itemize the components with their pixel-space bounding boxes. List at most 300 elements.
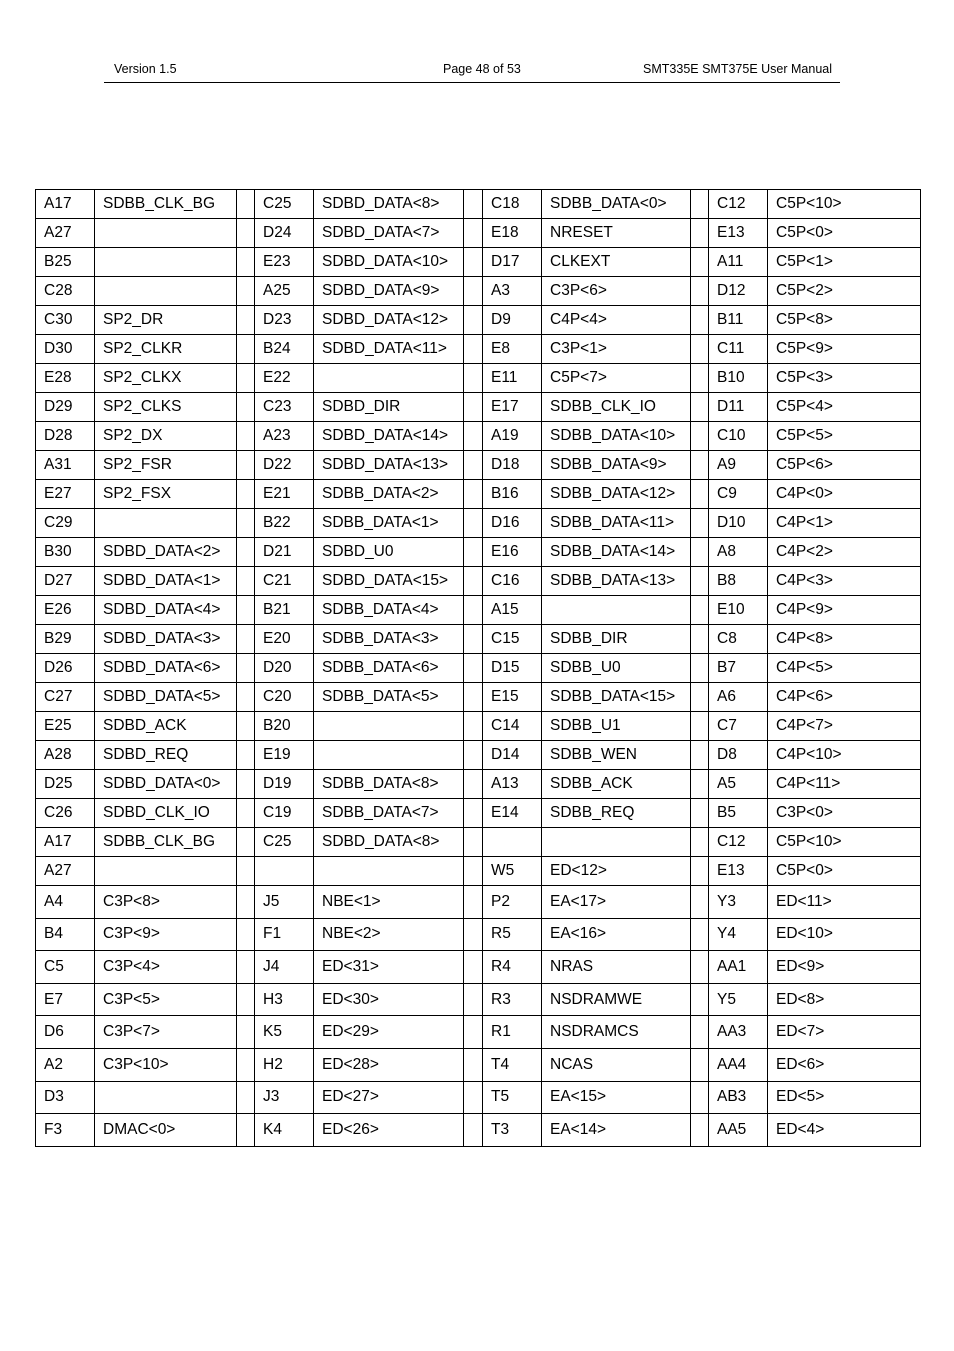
signal-cell bbox=[95, 857, 237, 886]
pin-cell: A15 bbox=[483, 596, 542, 625]
spacer-cell bbox=[691, 683, 709, 712]
pin-cell: C12 bbox=[709, 190, 768, 219]
pin-cell: AA5 bbox=[709, 1114, 768, 1147]
spacer-cell bbox=[691, 1016, 709, 1049]
spacer-cell bbox=[464, 741, 483, 770]
signal-cell: NBE<2> bbox=[314, 918, 464, 951]
pin-cell: B21 bbox=[255, 596, 314, 625]
signal-cell: C3P<6> bbox=[542, 277, 691, 306]
signal-cell: SDBD_REQ bbox=[95, 741, 237, 770]
signal-cell: SDBB_DATA<5> bbox=[314, 683, 464, 712]
signal-cell: C3P<8> bbox=[95, 886, 237, 919]
pin-cell: A23 bbox=[255, 422, 314, 451]
pin-cell: A3 bbox=[483, 277, 542, 306]
signal-cell: ED<4> bbox=[768, 1114, 921, 1147]
pin-cell: A27 bbox=[36, 857, 95, 886]
table-row bbox=[36, 509, 921, 538]
spacer-cell bbox=[237, 538, 255, 567]
table-row bbox=[36, 1081, 921, 1114]
pin-cell: F3 bbox=[36, 1114, 95, 1147]
spacer-cell bbox=[464, 683, 483, 712]
pin-cell: B5 bbox=[709, 799, 768, 828]
spacer-cell bbox=[691, 1114, 709, 1147]
spacer-cell bbox=[464, 538, 483, 567]
pin-cell: A9 bbox=[709, 451, 768, 480]
signal-cell: SDBB_REQ bbox=[542, 799, 691, 828]
pin-cell: A2 bbox=[36, 1048, 95, 1081]
signal-cell: SDBB_DATA<7> bbox=[314, 799, 464, 828]
pin-cell: C30 bbox=[36, 306, 95, 335]
pin-cell: E19 bbox=[255, 741, 314, 770]
table-row bbox=[36, 983, 921, 1016]
table-row bbox=[36, 306, 921, 335]
pin-cell: B29 bbox=[36, 625, 95, 654]
signal-cell: ED<29> bbox=[314, 1016, 464, 1049]
pin-cell: D23 bbox=[255, 306, 314, 335]
signal-cell: C5P<0> bbox=[768, 219, 921, 248]
table-row bbox=[36, 654, 921, 683]
signal-cell: ED<11> bbox=[768, 886, 921, 919]
signal-cell: C3P<9> bbox=[95, 918, 237, 951]
pin-cell: A11 bbox=[709, 248, 768, 277]
signal-cell: ED<28> bbox=[314, 1048, 464, 1081]
signal-cell: CLKEXT bbox=[542, 248, 691, 277]
signal-cell: NSDRAMCS bbox=[542, 1016, 691, 1049]
spacer-cell bbox=[691, 654, 709, 683]
pin-cell: C19 bbox=[255, 799, 314, 828]
table-row bbox=[36, 886, 921, 919]
pin-cell: H2 bbox=[255, 1048, 314, 1081]
spacer-cell bbox=[691, 509, 709, 538]
pin-cell: A28 bbox=[36, 741, 95, 770]
spacer-cell bbox=[464, 364, 483, 393]
spacer-cell bbox=[464, 770, 483, 799]
signal-cell: SDBB_U1 bbox=[542, 712, 691, 741]
pin-cell: E7 bbox=[36, 983, 95, 1016]
spacer-cell bbox=[237, 1016, 255, 1049]
pin-cell: A31 bbox=[36, 451, 95, 480]
signal-cell: SDBD_U0 bbox=[314, 538, 464, 567]
pin-cell: C7 bbox=[709, 712, 768, 741]
spacer-cell bbox=[237, 306, 255, 335]
spacer-cell bbox=[464, 654, 483, 683]
spacer-cell bbox=[464, 451, 483, 480]
signal-cell: SDBD_DATA<4> bbox=[95, 596, 237, 625]
signal-cell bbox=[542, 828, 691, 857]
signal-cell: C3P<1> bbox=[542, 335, 691, 364]
signal-cell: C5P<2> bbox=[768, 277, 921, 306]
pin-cell: C5 bbox=[36, 951, 95, 984]
pin-cell: D19 bbox=[255, 770, 314, 799]
pin-cell: B22 bbox=[255, 509, 314, 538]
pin-cell: AA4 bbox=[709, 1048, 768, 1081]
spacer-cell bbox=[237, 567, 255, 596]
pin-cell: D24 bbox=[255, 219, 314, 248]
pin-cell: C28 bbox=[36, 277, 95, 306]
signal-cell: C4P<5> bbox=[768, 654, 921, 683]
pin-table-body bbox=[36, 190, 921, 1147]
spacer-cell bbox=[691, 480, 709, 509]
spacer-cell bbox=[237, 1114, 255, 1147]
spacer-cell bbox=[237, 770, 255, 799]
pin-cell: E10 bbox=[709, 596, 768, 625]
spacer-cell bbox=[464, 1081, 483, 1114]
signal-cell: C4P<1> bbox=[768, 509, 921, 538]
signal-cell: C4P<2> bbox=[768, 538, 921, 567]
pin-cell: C18 bbox=[483, 190, 542, 219]
spacer-cell bbox=[464, 951, 483, 984]
table-row bbox=[36, 567, 921, 596]
spacer-cell bbox=[464, 918, 483, 951]
signal-cell bbox=[314, 741, 464, 770]
signal-cell: C5P<6> bbox=[768, 451, 921, 480]
signal-cell: NRESET bbox=[542, 219, 691, 248]
signal-cell: SDBB_ACK bbox=[542, 770, 691, 799]
spacer-cell bbox=[691, 306, 709, 335]
pin-cell: D12 bbox=[709, 277, 768, 306]
signal-cell: EA<15> bbox=[542, 1081, 691, 1114]
pin-cell: Y3 bbox=[709, 886, 768, 919]
spacer-cell bbox=[691, 918, 709, 951]
spacer-cell bbox=[464, 828, 483, 857]
spacer-cell bbox=[691, 625, 709, 654]
spacer-cell bbox=[691, 538, 709, 567]
spacer-cell bbox=[691, 248, 709, 277]
signal-cell: SDBB_CLK_BG bbox=[95, 190, 237, 219]
signal-cell: C5P<8> bbox=[768, 306, 921, 335]
pin-cell: E20 bbox=[255, 625, 314, 654]
signal-cell: SDBD_DATA<2> bbox=[95, 538, 237, 567]
pin-cell: C14 bbox=[483, 712, 542, 741]
pin-cell: C15 bbox=[483, 625, 542, 654]
pin-cell: C21 bbox=[255, 567, 314, 596]
table-row bbox=[36, 451, 921, 480]
version-label: Version 1.5 bbox=[114, 62, 177, 76]
pin-cell: D22 bbox=[255, 451, 314, 480]
table-row bbox=[36, 393, 921, 422]
pin-cell: T4 bbox=[483, 1048, 542, 1081]
signal-cell bbox=[314, 857, 464, 886]
spacer-cell bbox=[464, 625, 483, 654]
pin-cell: E22 bbox=[255, 364, 314, 393]
spacer-cell bbox=[237, 983, 255, 1016]
spacer-cell bbox=[464, 422, 483, 451]
pin-cell: E8 bbox=[483, 335, 542, 364]
pin-cell: D8 bbox=[709, 741, 768, 770]
spacer-cell bbox=[691, 770, 709, 799]
signal-cell: C3P<4> bbox=[95, 951, 237, 984]
table-row bbox=[36, 918, 921, 951]
spacer-cell bbox=[237, 422, 255, 451]
table-row bbox=[36, 683, 921, 712]
signal-cell: SDBD_DATA<11> bbox=[314, 335, 464, 364]
spacer-cell bbox=[691, 741, 709, 770]
signal-cell: ED<6> bbox=[768, 1048, 921, 1081]
page-number: Page 48 of 53 bbox=[443, 62, 521, 76]
table-row bbox=[36, 625, 921, 654]
pin-cell: H3 bbox=[255, 983, 314, 1016]
signal-cell: NCAS bbox=[542, 1048, 691, 1081]
signal-cell: C5P<5> bbox=[768, 422, 921, 451]
signal-cell: SP2_DR bbox=[95, 306, 237, 335]
pin-cell: A27 bbox=[36, 219, 95, 248]
spacer-cell bbox=[691, 393, 709, 422]
spacer-cell bbox=[691, 277, 709, 306]
table-row bbox=[36, 828, 921, 857]
spacer-cell bbox=[691, 219, 709, 248]
spacer-cell bbox=[464, 596, 483, 625]
pin-cell: B25 bbox=[36, 248, 95, 277]
signal-cell: SDBB_DATA<15> bbox=[542, 683, 691, 712]
signal-cell: SDBD_DATA<9> bbox=[314, 277, 464, 306]
spacer-cell bbox=[237, 828, 255, 857]
spacer-cell bbox=[464, 190, 483, 219]
spacer-cell bbox=[464, 509, 483, 538]
spacer-cell bbox=[691, 951, 709, 984]
pin-cell: K5 bbox=[255, 1016, 314, 1049]
page-header bbox=[104, 61, 840, 83]
signal-cell: SDBD_DATA<1> bbox=[95, 567, 237, 596]
pin-cell: B7 bbox=[709, 654, 768, 683]
signal-cell: SP2_FSX bbox=[95, 480, 237, 509]
signal-cell bbox=[95, 277, 237, 306]
signal-cell: SDBD_DATA<5> bbox=[95, 683, 237, 712]
pin-cell: D21 bbox=[255, 538, 314, 567]
signal-cell bbox=[95, 1081, 237, 1114]
spacer-cell bbox=[237, 857, 255, 886]
signal-cell: DMAC<0> bbox=[95, 1114, 237, 1147]
spacer-cell bbox=[237, 509, 255, 538]
signal-cell: SDBD_DATA<8> bbox=[314, 190, 464, 219]
pin-cell: D9 bbox=[483, 306, 542, 335]
signal-cell: SDBB_DATA<6> bbox=[314, 654, 464, 683]
table-row bbox=[36, 596, 921, 625]
signal-cell: C5P<10> bbox=[768, 190, 921, 219]
signal-cell: SDBB_WEN bbox=[542, 741, 691, 770]
signal-cell: SDBD_DATA<8> bbox=[314, 828, 464, 857]
signal-cell: SDBB_CLK_IO bbox=[542, 393, 691, 422]
spacer-cell bbox=[464, 799, 483, 828]
spacer-cell bbox=[237, 1048, 255, 1081]
spacer-cell bbox=[464, 335, 483, 364]
signal-cell: C5P<0> bbox=[768, 857, 921, 886]
spacer-cell bbox=[464, 393, 483, 422]
signal-cell: SDBB_DATA<3> bbox=[314, 625, 464, 654]
signal-cell: C4P<9> bbox=[768, 596, 921, 625]
table-row bbox=[36, 857, 921, 886]
pin-cell: E14 bbox=[483, 799, 542, 828]
signal-cell: C3P<10> bbox=[95, 1048, 237, 1081]
pin-assignment-table bbox=[35, 189, 921, 1147]
spacer-cell bbox=[237, 480, 255, 509]
signal-cell: SDBB_DATA<12> bbox=[542, 480, 691, 509]
pin-cell: T5 bbox=[483, 1081, 542, 1114]
spacer-cell bbox=[464, 306, 483, 335]
pin-cell: E16 bbox=[483, 538, 542, 567]
signal-cell: C4P<4> bbox=[542, 306, 691, 335]
signal-cell: SDBB_DATA<1> bbox=[314, 509, 464, 538]
pin-cell: C8 bbox=[709, 625, 768, 654]
spacer-cell bbox=[237, 886, 255, 919]
signal-cell: ED<9> bbox=[768, 951, 921, 984]
spacer-cell bbox=[691, 1081, 709, 1114]
table-row bbox=[36, 277, 921, 306]
signal-cell: ED<30> bbox=[314, 983, 464, 1016]
signal-cell: SDBB_DATA<10> bbox=[542, 422, 691, 451]
signal-cell: SDBB_DATA<4> bbox=[314, 596, 464, 625]
signal-cell: SDBD_DATA<14> bbox=[314, 422, 464, 451]
pin-cell: C16 bbox=[483, 567, 542, 596]
pin-cell: D27 bbox=[36, 567, 95, 596]
pin-cell: C20 bbox=[255, 683, 314, 712]
spacer-cell bbox=[691, 799, 709, 828]
pin-cell: C26 bbox=[36, 799, 95, 828]
pin-cell: W5 bbox=[483, 857, 542, 886]
signal-cell: SP2_FSR bbox=[95, 451, 237, 480]
pin-cell: E23 bbox=[255, 248, 314, 277]
signal-cell: C4P<8> bbox=[768, 625, 921, 654]
pin-cell: D26 bbox=[36, 654, 95, 683]
pin-cell: A17 bbox=[36, 190, 95, 219]
spacer-cell bbox=[464, 248, 483, 277]
spacer-cell bbox=[691, 886, 709, 919]
spacer-cell bbox=[464, 1114, 483, 1147]
signal-cell: ED<12> bbox=[542, 857, 691, 886]
signal-cell: C4P<10> bbox=[768, 741, 921, 770]
pin-cell: E13 bbox=[709, 219, 768, 248]
table-row bbox=[36, 364, 921, 393]
signal-cell: SP2_CLKR bbox=[95, 335, 237, 364]
pin-cell: D18 bbox=[483, 451, 542, 480]
signal-cell: SDBD_ACK bbox=[95, 712, 237, 741]
pin-cell: C23 bbox=[255, 393, 314, 422]
signal-cell: SDBB_DATA<0> bbox=[542, 190, 691, 219]
pin-cell: C25 bbox=[255, 828, 314, 857]
table-row bbox=[36, 712, 921, 741]
pin-cell: E18 bbox=[483, 219, 542, 248]
signal-cell: EA<14> bbox=[542, 1114, 691, 1147]
signal-cell: NRAS bbox=[542, 951, 691, 984]
pin-cell: D25 bbox=[36, 770, 95, 799]
signal-cell: C3P<0> bbox=[768, 799, 921, 828]
pin-cell: R1 bbox=[483, 1016, 542, 1049]
pin-cell: Y5 bbox=[709, 983, 768, 1016]
pin-cell: E11 bbox=[483, 364, 542, 393]
pin-cell: T3 bbox=[483, 1114, 542, 1147]
signal-cell: SDBB_CLK_BG bbox=[95, 828, 237, 857]
pin-cell: C11 bbox=[709, 335, 768, 364]
signal-cell: C5P<4> bbox=[768, 393, 921, 422]
signal-cell: C5P<3> bbox=[768, 364, 921, 393]
signal-cell: ED<8> bbox=[768, 983, 921, 1016]
signal-cell bbox=[95, 248, 237, 277]
signal-cell: SDBB_DATA<8> bbox=[314, 770, 464, 799]
spacer-cell bbox=[464, 1016, 483, 1049]
table-row bbox=[36, 1048, 921, 1081]
spacer-cell bbox=[691, 451, 709, 480]
pin-cell: E27 bbox=[36, 480, 95, 509]
pin-cell: A5 bbox=[709, 770, 768, 799]
pin-cell: R4 bbox=[483, 951, 542, 984]
pin-cell: J5 bbox=[255, 886, 314, 919]
pin-cell: J4 bbox=[255, 951, 314, 984]
pin-cell: B30 bbox=[36, 538, 95, 567]
spacer-cell bbox=[237, 364, 255, 393]
pin-cell: D3 bbox=[36, 1081, 95, 1114]
signal-cell: SP2_DX bbox=[95, 422, 237, 451]
pin-cell: A19 bbox=[483, 422, 542, 451]
signal-cell: C4P<6> bbox=[768, 683, 921, 712]
pin-cell: D29 bbox=[36, 393, 95, 422]
spacer-cell bbox=[237, 190, 255, 219]
spacer-cell bbox=[464, 857, 483, 886]
pin-cell: R5 bbox=[483, 918, 542, 951]
signal-cell: SDBB_DATA<11> bbox=[542, 509, 691, 538]
spacer-cell bbox=[237, 219, 255, 248]
table-row bbox=[36, 741, 921, 770]
pin-cell: Y4 bbox=[709, 918, 768, 951]
signal-cell: SDBB_DATA<2> bbox=[314, 480, 464, 509]
pin-cell: D16 bbox=[483, 509, 542, 538]
pin-cell: E21 bbox=[255, 480, 314, 509]
spacer-cell bbox=[464, 567, 483, 596]
signal-cell: SDBD_DATA<0> bbox=[95, 770, 237, 799]
signal-cell: SDBD_DATA<7> bbox=[314, 219, 464, 248]
spacer-cell bbox=[237, 335, 255, 364]
pin-cell: D20 bbox=[255, 654, 314, 683]
pin-cell: E15 bbox=[483, 683, 542, 712]
pin-cell: D11 bbox=[709, 393, 768, 422]
pin-cell: E13 bbox=[709, 857, 768, 886]
signal-cell: SP2_CLKX bbox=[95, 364, 237, 393]
signal-cell bbox=[314, 364, 464, 393]
signal-cell: ED<5> bbox=[768, 1081, 921, 1114]
pin-cell: K4 bbox=[255, 1114, 314, 1147]
table-row bbox=[36, 219, 921, 248]
spacer-cell bbox=[464, 886, 483, 919]
signal-cell: ED<10> bbox=[768, 918, 921, 951]
spacer-cell bbox=[464, 277, 483, 306]
pin-cell: B11 bbox=[709, 306, 768, 335]
pin-cell: C12 bbox=[709, 828, 768, 857]
spacer-cell bbox=[237, 248, 255, 277]
pin-cell: B20 bbox=[255, 712, 314, 741]
signal-cell: C5P<7> bbox=[542, 364, 691, 393]
signal-cell: SDBD_CLK_IO bbox=[95, 799, 237, 828]
signal-cell: C5P<9> bbox=[768, 335, 921, 364]
pin-cell: D17 bbox=[483, 248, 542, 277]
signal-cell: SDBD_DATA<6> bbox=[95, 654, 237, 683]
pin-cell: A17 bbox=[36, 828, 95, 857]
spacer-cell bbox=[691, 596, 709, 625]
pin-cell: E28 bbox=[36, 364, 95, 393]
signal-cell: EA<16> bbox=[542, 918, 691, 951]
table-row bbox=[36, 480, 921, 509]
spacer-cell bbox=[691, 364, 709, 393]
signal-cell: NBE<1> bbox=[314, 886, 464, 919]
spacer-cell bbox=[691, 712, 709, 741]
spacer-cell bbox=[237, 799, 255, 828]
spacer-cell bbox=[237, 451, 255, 480]
signal-cell: C4P<3> bbox=[768, 567, 921, 596]
pin-cell: AA3 bbox=[709, 1016, 768, 1049]
signal-cell: SDBB_DATA<14> bbox=[542, 538, 691, 567]
table-row bbox=[36, 248, 921, 277]
pin-cell bbox=[483, 828, 542, 857]
pin-cell: C9 bbox=[709, 480, 768, 509]
spacer-cell bbox=[691, 857, 709, 886]
signal-cell: ED<31> bbox=[314, 951, 464, 984]
